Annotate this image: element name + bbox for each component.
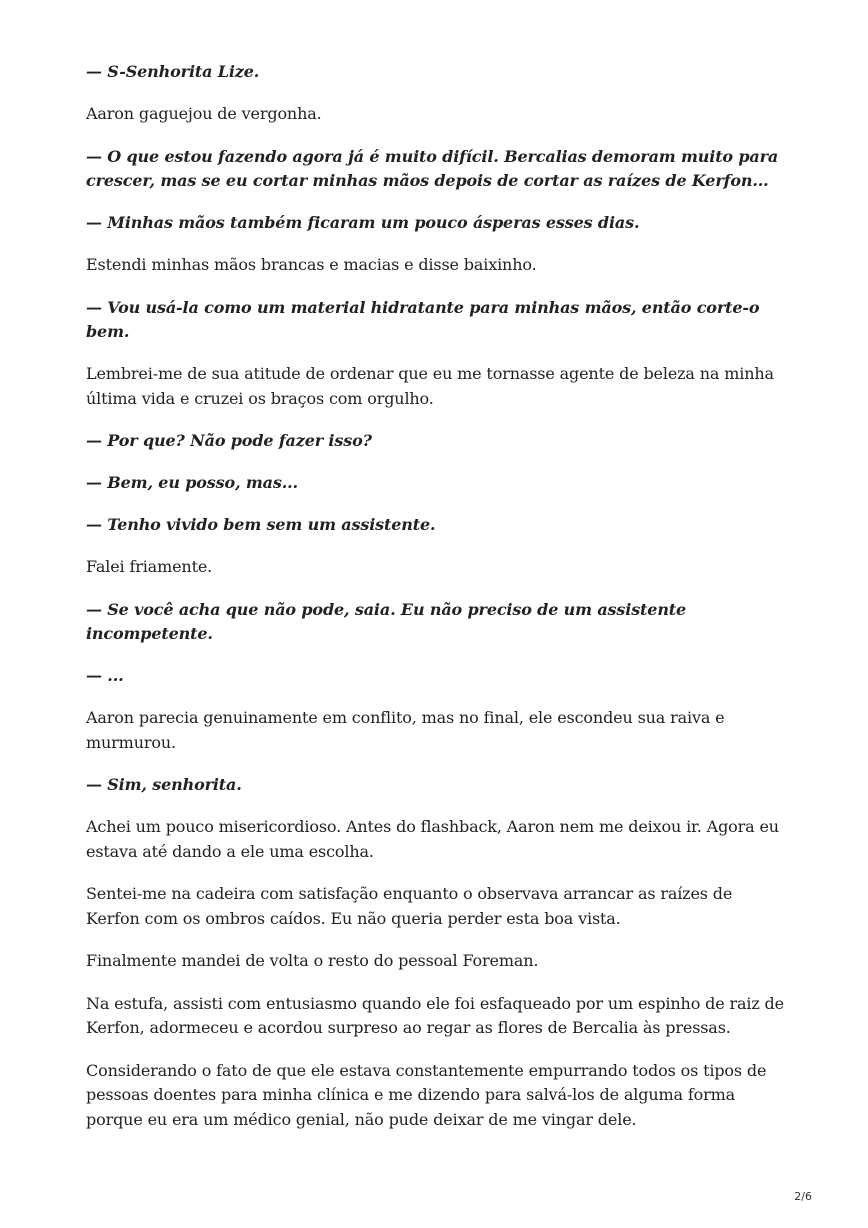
narration-paragraph: Finalmente mandei de volta o resto do pessoal Foreman. [86, 951, 539, 970]
narration-paragraph: Aaron parecia genuinamente em conflito, mas no final, ele escondeu sua raiva e murmurou. [86, 708, 725, 752]
dialogue-line: — O que estou fazendo agora já é muito difícil. Bercalias demoram muito para crescer, mas se eu cortar minhas mãos depois de cortar as raízes de Kerfon... [86, 146, 779, 190]
narration-paragraph: Sentei-me na cadeira com satisfação enquanto o observava arrancar as raízes de Kerfon com os ombros caídos. Eu não queria perder esta boa vista. [86, 884, 733, 928]
dialogue-line: — Se você acha que não pode, saia. Eu não preciso de um assistente incompetente. [86, 599, 687, 643]
dialogue-line: — Minhas mãos também ficaram um pouco ásperas esses dias. [86, 213, 640, 232]
page-number: 2/6 [794, 1190, 812, 1203]
dialogue-line: — ... [86, 666, 124, 685]
document-page [86, 60, 786, 1150]
dialogue-line: — Sim, senhorita. [86, 775, 242, 794]
narration-paragraph: Estendi minhas mãos brancas e macias e disse baixinho. [86, 255, 537, 274]
narration-paragraph: Lembrei-me de sua atitude de ordenar que eu me tornasse agente de beleza na minha última vida e cruzei os braços com orgulho. [86, 364, 774, 408]
dialogue-line: — S-Senhorita Lize. [86, 62, 260, 81]
dialogue-line: — Tenho vivido bem sem um assistente. [86, 515, 436, 534]
dialogue-line: — Bem, eu posso, mas... [86, 473, 298, 492]
narration-paragraph: Falei friamente. [86, 557, 213, 576]
narration-paragraph: Aaron gaguejou de vergonha. [86, 104, 322, 123]
dialogue-line: — Por que? Não pode fazer isso? [86, 431, 372, 450]
narration-paragraph: Achei um pouco misericordioso. Antes do flashback, Aaron nem me deixou ir. Agora eu estava até dando a ele uma escolha. [86, 817, 779, 861]
dialogue-line: — Vou usá-la como um material hidratante para minhas mãos, então corte-o bem. [86, 297, 760, 341]
narration-paragraph: Considerando o fato de que ele estava constantemente empurrando todos os tipos de pessoas doentes para minha clínica e me dizendo para salvá-los de alguma forma porque eu era um médico genial, não pude deixar de me vingar dele. [86, 1060, 767, 1129]
narration-paragraph: Na estufa, assisti com entusiasmo quando ele foi esfaqueado por um espinho de raiz de Kerfon, adormeceu e acordou surpreso ao regar as flores de Bercalia às pressas. [86, 993, 784, 1037]
